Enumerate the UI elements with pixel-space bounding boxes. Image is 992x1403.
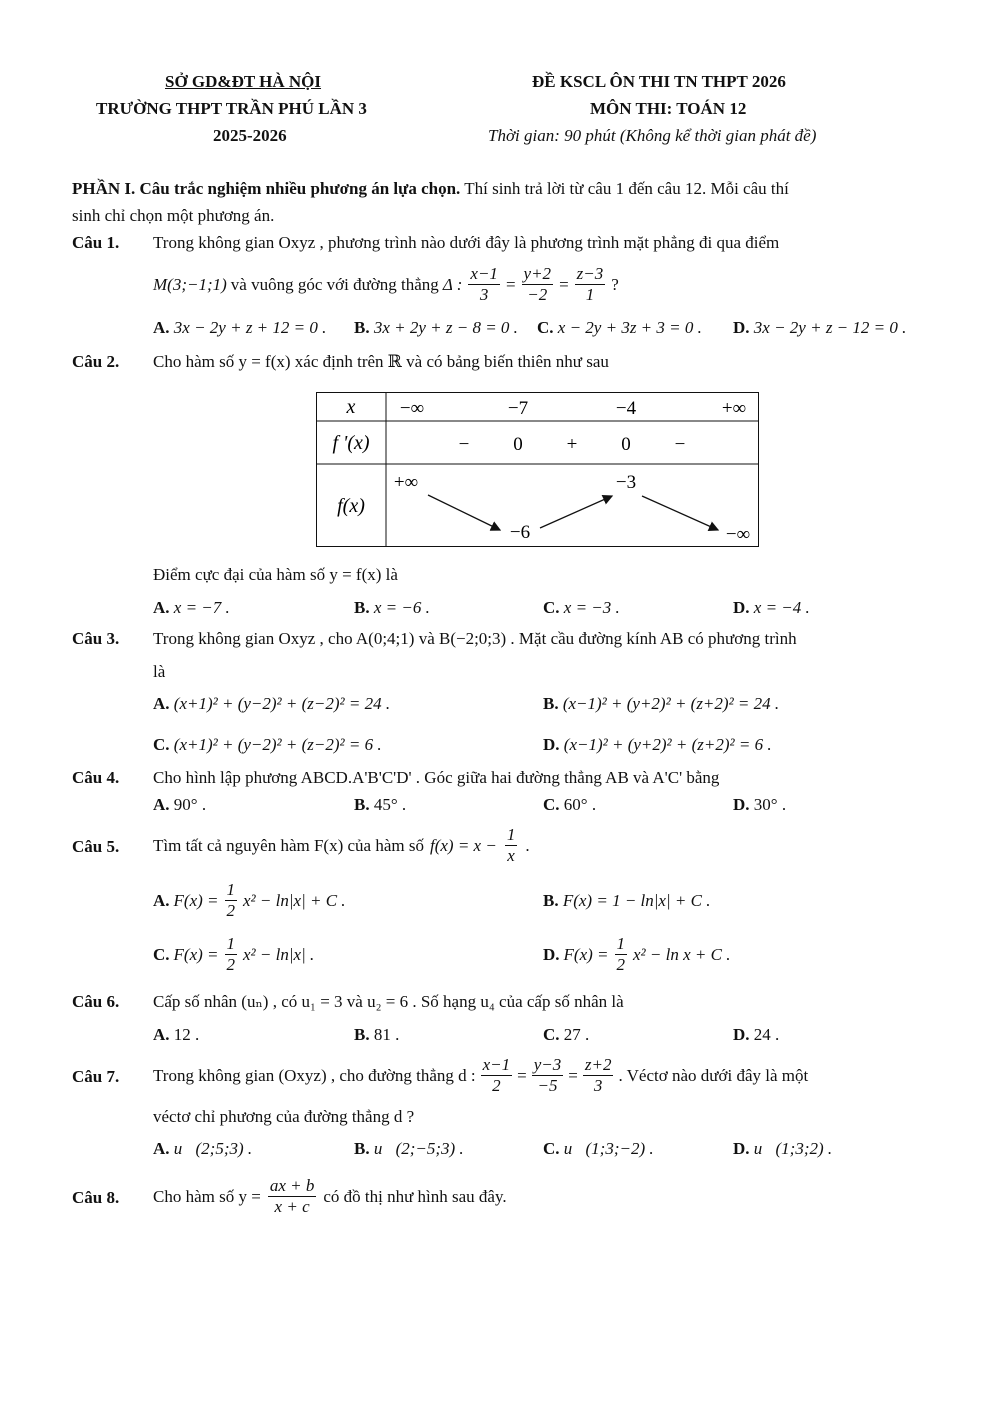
arrow-up <box>540 496 612 528</box>
q3-option-c[interactable]: C. (x+1)² + (y−2)² + (z−2)² = 6 . <box>153 735 382 754</box>
q2-label: Câu 2. <box>72 352 120 371</box>
q2-option-c[interactable]: C. x = −3 . <box>543 598 620 617</box>
variation-table <box>316 392 760 548</box>
q7-label: Câu 7. <box>72 1067 120 1086</box>
q1-option-d[interactable]: D. 3x − 2y + z − 12 = 0 . <box>733 318 907 337</box>
q3-option-d[interactable]: D. (x−1)² + (y+2)² + (z+2)² = 6 . <box>543 735 772 754</box>
q5-option-a[interactable]: A. F(x) = $\frac{1}{2}$ x² − ln|x| + C . <box>153 880 346 920</box>
q1-stem: Trong không gian Oxyz , phương trình nào dưới đây là phương trình mặt phẳng đi qua điểm <box>153 233 780 252</box>
section-title: PHẦN I. Câu trắc nghiệm nhiều phương án lựa chọn. <box>72 179 461 198</box>
school-dept: SỞ GD&ĐT HÀ NỘI <box>165 72 322 91</box>
section-intro <box>72 179 789 199</box>
table-x-0: −∞ <box>399 398 425 419</box>
table-f-1: −6 <box>509 522 531 543</box>
q3-option-a[interactable]: A. (x+1)² + (y−2)² + (z−2)² = 24 . <box>153 694 391 713</box>
arrow-down-1 <box>428 495 500 530</box>
q1-frac-3: $\frac{z-3}{1}$ <box>576 264 604 304</box>
q4-option-b[interactable]: B. 45° . <box>354 795 407 814</box>
arrow-down-2 <box>642 496 718 530</box>
school-name: TRƯỜNG THPT TRẦN PHÚ LẦN 3 <box>96 99 367 118</box>
q3-stem-2: là <box>153 662 166 681</box>
q6-option-a[interactable]: A. 12 . <box>153 1025 200 1044</box>
q1-option-a[interactable]: A. 3x − 2y + z + 12 = 0 . <box>153 318 327 337</box>
q5-option-d[interactable]: D. F(x) = $\frac{1}{2}$ x² − ln x + C . <box>543 934 731 974</box>
q7-frac-2: $\frac{y-3}{-5}$ <box>533 1055 562 1095</box>
q7-option-b[interactable]: B. u⃗(2;−5;3) . <box>354 1139 464 1158</box>
q2-stem: Cho hàm số y = f(x) xác định trên ℝ và có bảng biến thiên như sau <box>153 352 609 371</box>
table-f-2: −3 <box>615 472 637 493</box>
q1-mid: và vuông góc với đường thẳng <box>230 274 439 294</box>
q2-option-a[interactable]: A. x = −7 . <box>153 598 230 617</box>
table-sign-0: − <box>458 434 470 455</box>
q6-label: Câu 6. <box>72 992 120 1011</box>
q5-option-c[interactable]: C. F(x) = $\frac{1}{2}$ x² − ln|x| . <box>153 934 315 974</box>
table-f-3: −∞ <box>725 524 751 545</box>
q7-option-a[interactable]: A. u⃗(2;5;3) . <box>153 1139 253 1158</box>
exam-time: Thời gian: 90 phút (Không kể thời gian phát đề) <box>488 126 817 145</box>
q4-option-d[interactable]: D. 30° . <box>733 795 787 814</box>
q2-option-b[interactable]: B. x = −6 . <box>354 598 430 617</box>
table-sign-2: + <box>566 434 578 455</box>
q1-option-b[interactable]: B. 3x + 2y + z − 8 = 0 . <box>354 318 518 337</box>
table-f-label: f(x) <box>337 495 365 517</box>
table-sign-4: − <box>674 434 686 455</box>
q7-frac-3: $\frac{z+2}{3}$ <box>584 1055 612 1095</box>
table-x-3: +∞ <box>721 398 747 419</box>
q4-option-c[interactable]: C. 60° . <box>543 795 597 814</box>
q7-frac-1: $\frac{x-1}{2}$ <box>482 1055 511 1095</box>
section-text: Thí sinh trả lời từ câu 1 đến câu 12. Mỗi câu thí <box>460 179 789 198</box>
table-sign-3: 0 <box>621 434 631 455</box>
q2-option-d[interactable]: D. x = −4 . <box>733 598 810 617</box>
q1-label: Câu 1. <box>72 233 120 252</box>
table-x-2: −4 <box>615 398 637 419</box>
q6-stem: Cấp số nhân (uₙ) , có u₁ = 3 và u₂ = 6 . Số hạng u₄ của cấp số nhân là <box>153 992 624 1011</box>
school-year: 2025-2026 <box>213 126 287 145</box>
q8-frac: $\frac{ax + b}{x + c}$ <box>269 1176 315 1216</box>
q1-frac-1: $\frac{x-1}{3}$ <box>470 264 498 304</box>
q6-option-b[interactable]: B. 81 . <box>354 1025 400 1044</box>
q5-label: Câu 5. <box>72 837 120 856</box>
q5-frac: $\frac{1}{x}$ <box>506 825 516 865</box>
q4-label: Câu 4. <box>72 768 120 787</box>
q3-label: Câu 3. <box>72 629 120 648</box>
q1-line2: M(3;−1;1) và vuông góc với đường thẳng Δ : $\frac{x-1}{3}$ = $\frac{y+2}{-2}$ = $\frac{z-3}{1}$ ? <box>153 264 619 304</box>
q1-point: M(3;−1;1) <box>153 274 227 294</box>
q4-option-a[interactable]: A. 90° . <box>153 795 207 814</box>
exam-title: ĐỀ KSCL ÔN THI TN THPT 2026 <box>532 72 786 91</box>
table-fp-label: f '(x) <box>332 432 370 454</box>
q3-stem: Trong không gian Oxyz , cho A(0;4;1) và B(−2;0;3) . Mặt cầu đường kính AB có phương trình <box>153 629 797 648</box>
section-text-2: sinh chỉ chọn một phương án. <box>72 206 275 225</box>
table-f-0: +∞ <box>393 472 419 493</box>
q2-question: Điểm cực đại của hàm số y = f(x) là <box>153 565 398 584</box>
q5-stem: Tìm tất cả nguyên hàm F(x) của hàm số f(x) = x − $\frac{1}{x}$ . <box>153 825 530 865</box>
table-sign-1: 0 <box>513 434 523 455</box>
q3-option-b[interactable]: B. (x−1)² + (y+2)² + (z+2)² = 24 . <box>543 694 780 713</box>
exam-subject: MÔN THI: TOÁN 12 <box>590 99 747 118</box>
q4-stem: Cho hình lập phương ABCD.A'B'C'D' . Góc giữa hai đường thẳng AB và A'C' bằng <box>153 768 720 787</box>
q7-option-d[interactable]: D. u⃗(1;3;2) . <box>733 1139 833 1158</box>
q6-option-d[interactable]: D. 24 . <box>733 1025 780 1044</box>
q8-label: Câu 8. <box>72 1188 120 1207</box>
q6-option-c[interactable]: C. 27 . <box>543 1025 590 1044</box>
q5-option-b[interactable]: B. F(x) = 1 − ln|x| + C . <box>543 891 711 910</box>
q1-option-c[interactable]: C. x − 2y + 3z + 3 = 0 . <box>537 318 702 337</box>
q7-option-c[interactable]: C. u⃗(1;3;−2) . <box>543 1139 654 1158</box>
q7-stem-2: véctơ chỉ phương của đường thẳng d ? <box>153 1107 415 1126</box>
table-x-label: x <box>346 396 356 418</box>
q7-stem: Trong không gian (Oxyz) , cho đường thẳng d : $\frac{x-1}{2}$ = $\frac{y-3}{-5}$ = $\frac{z+2}{3}$ . Véctơ nào dưới đây là một <box>153 1055 809 1095</box>
q1-delta: Δ : <box>442 274 463 294</box>
q1-frac-2: $\frac{y+2}{-2}$ <box>523 264 552 304</box>
q8-stem: Cho hàm số y = $\frac{ax + b}{x + c}$ có đồ thị như hình sau đây. <box>153 1176 507 1216</box>
table-x-1: −7 <box>507 398 529 419</box>
